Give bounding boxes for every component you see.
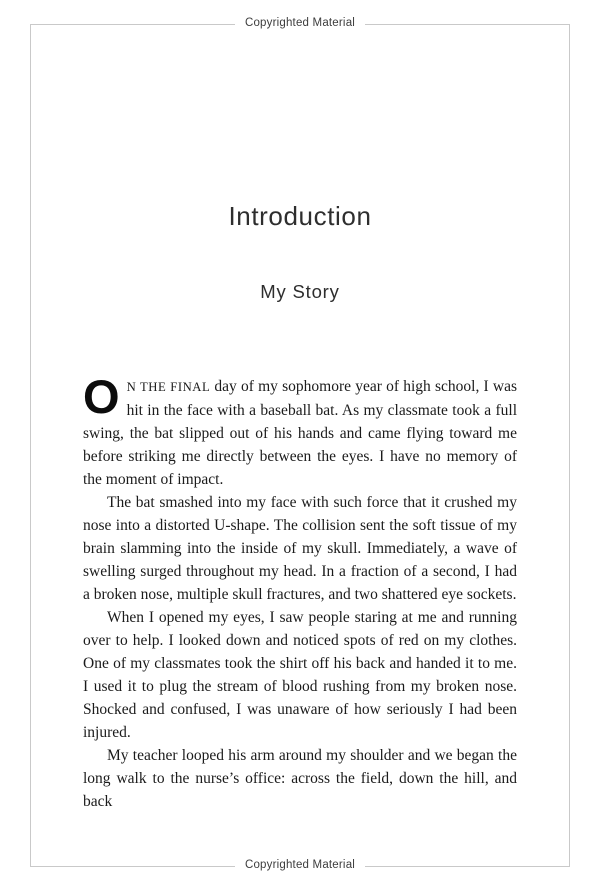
paragraph: My teacher looped his arm around my shoulder and we began the long walk to the nurse’s office: across the field, down the hill, and back bbox=[83, 747, 517, 810]
copyright-notice-top-text: Copyrighted Material bbox=[235, 17, 365, 29]
paragraph-opening-text: day of my sophomore year of high school, I was hit in the face with a baseball bat. As my classmate took a full swing, the bat slipped out of his hands and came flying toward me before striking me directly between the eyes. I have no memory of the moment of impact. bbox=[83, 378, 518, 488]
paragraph-opening bbox=[83, 370, 518, 491]
paragraph: The bat smashed into my face with such force that it crushed my nose into a distorted U-shape. The collision sent the soft tissue of my brain slamming into the inside of my skull. Immediately, a wave of swelling surged throughout my head. In a fraction of a second, I had a broken nose, multiple skull fractures, and two shattered eye sockets. bbox=[83, 494, 517, 603]
copyright-notice-bottom-text: Copyrighted Material bbox=[235, 859, 365, 871]
drop-cap: O bbox=[83, 370, 120, 423]
page-content bbox=[83, 0, 517, 813]
chapter-title: Introduction bbox=[228, 201, 372, 231]
body-text bbox=[83, 370, 518, 813]
small-caps-lead: N THE FINAL bbox=[126, 380, 211, 394]
chapter-subtitle: My Story bbox=[260, 281, 340, 302]
paragraph: When I opened my eyes, I saw people staring at me and running over to help. I looked down and noticed spots of red on my clothes. One of my classmates took the shirt off his back and handed it to me. I used it to plug the stream of blood rushing from my broken nose. Shocked and confused, I was unaware of how seriously I had been injured. bbox=[83, 609, 517, 741]
copyright-notice-bottom bbox=[0, 859, 600, 871]
